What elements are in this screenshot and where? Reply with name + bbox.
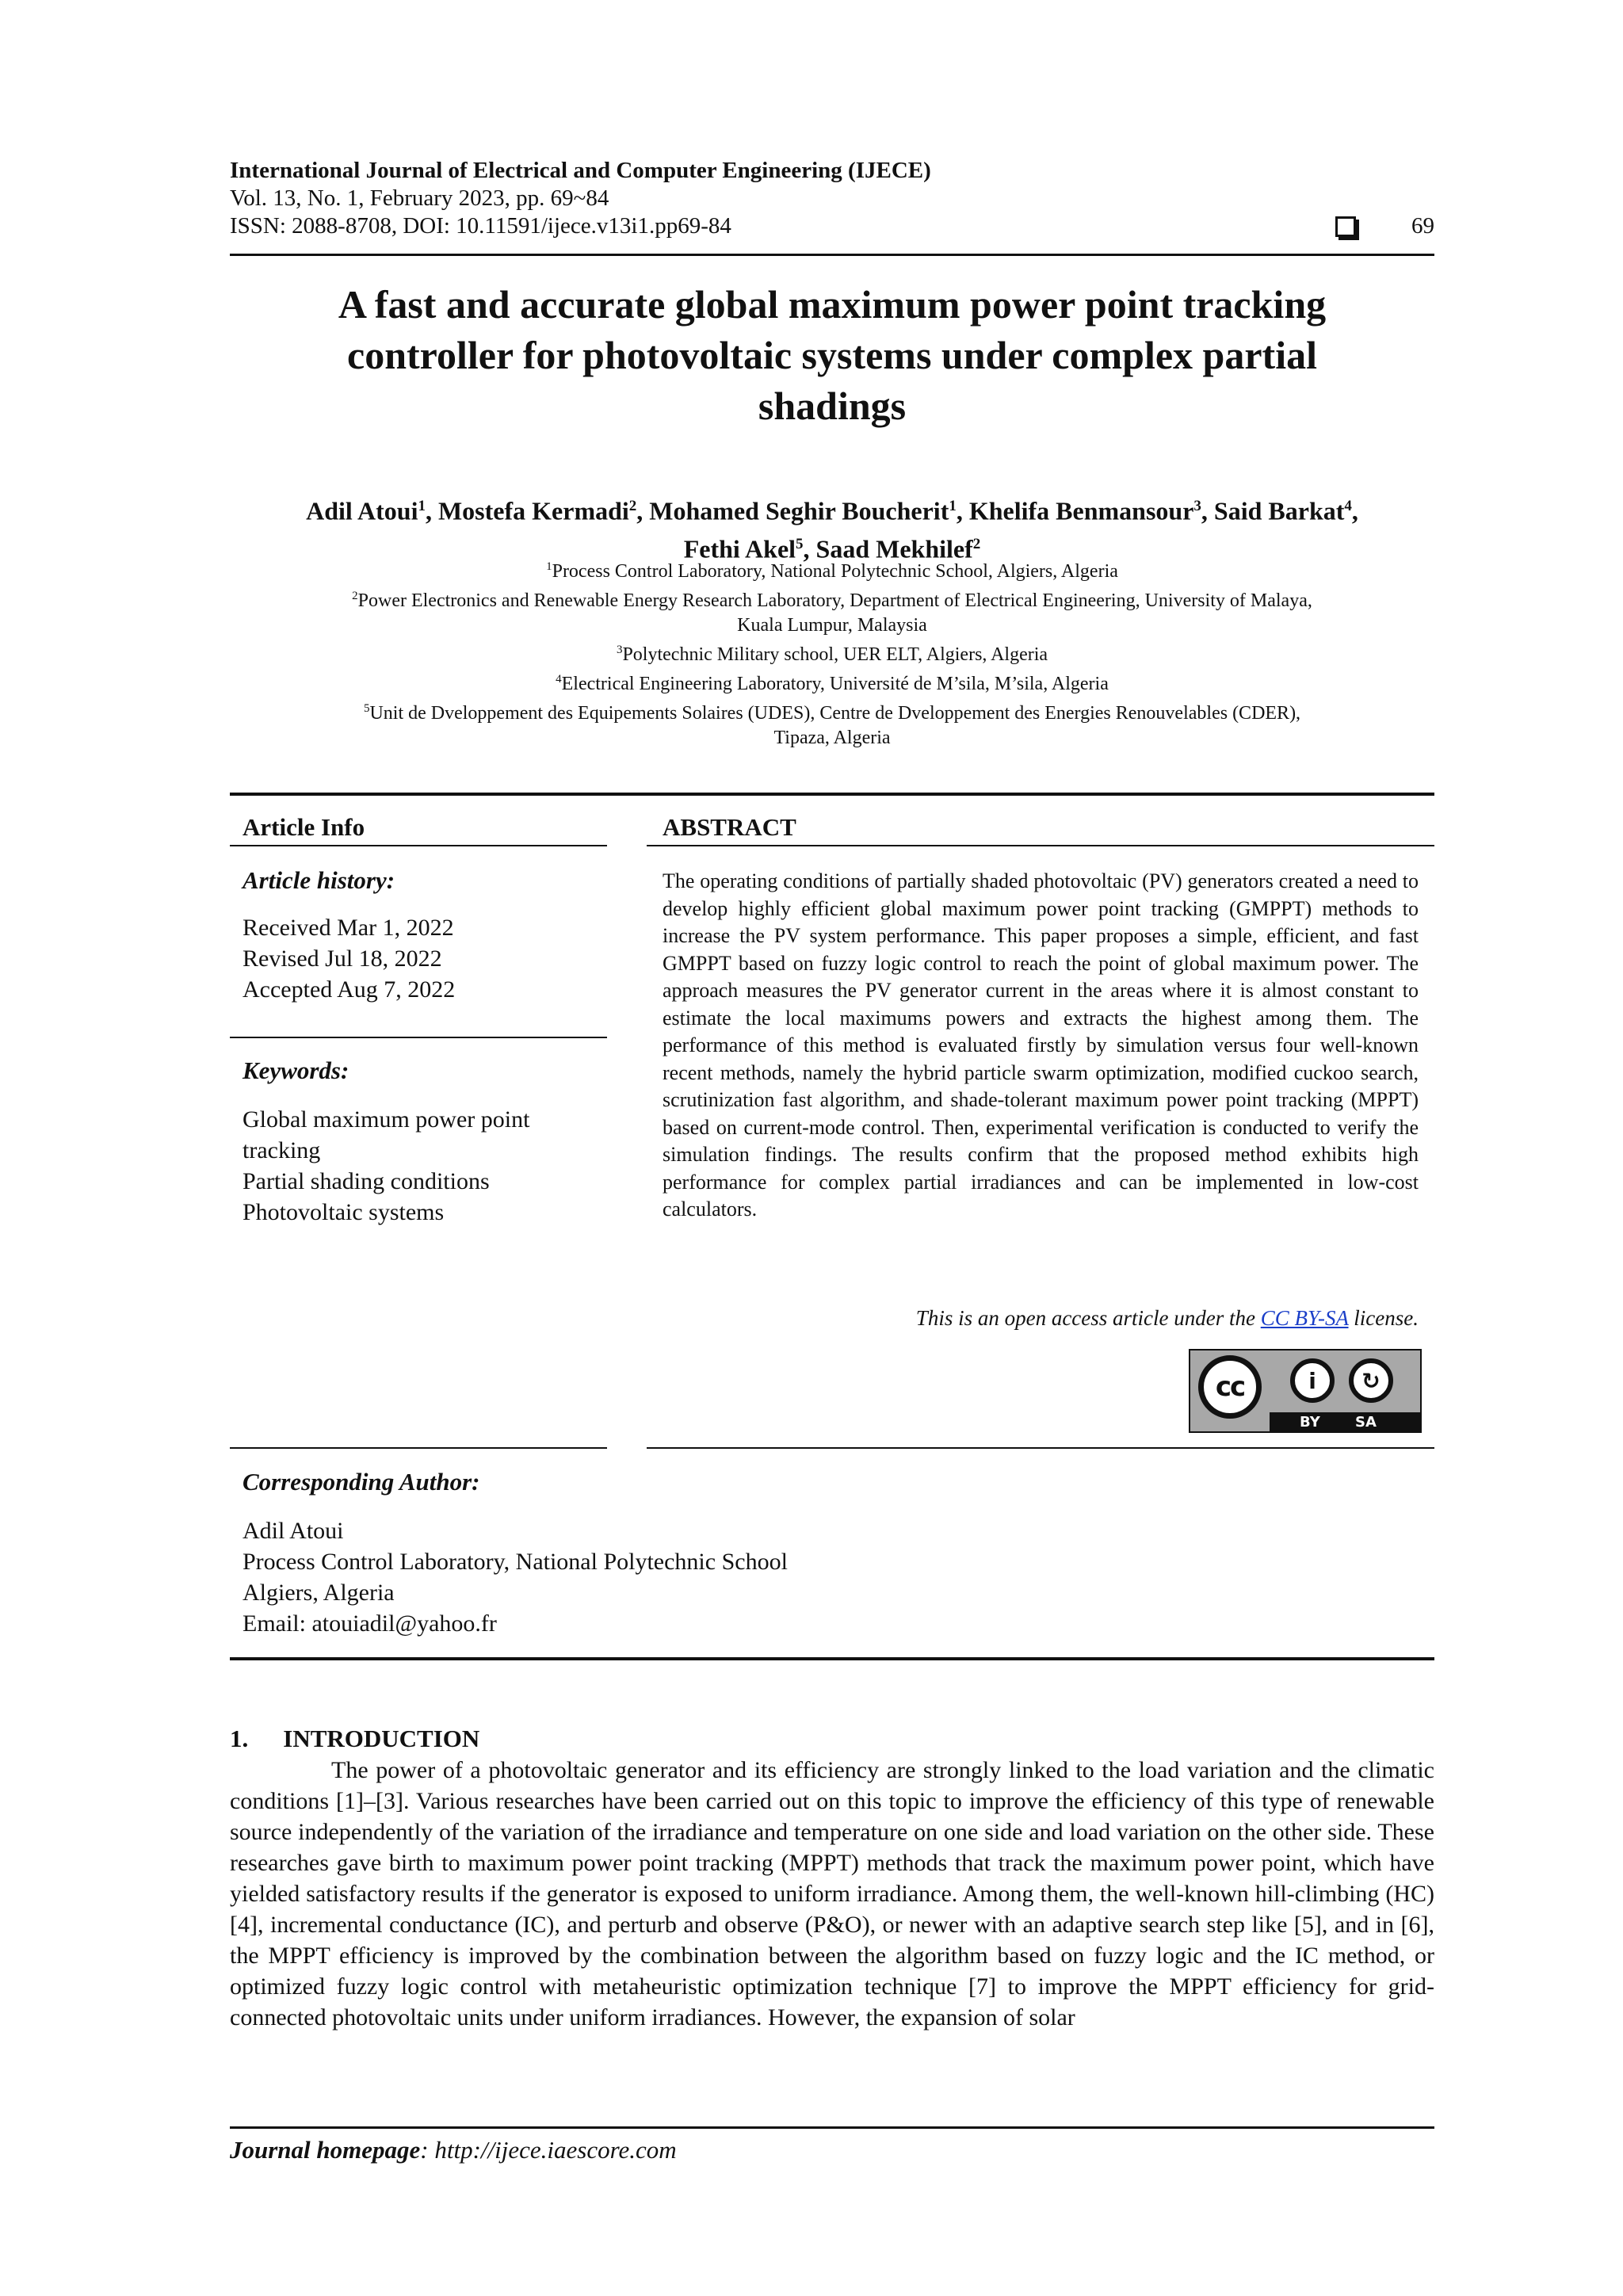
author-name: Saad Mekhilef xyxy=(815,534,973,563)
article-info-rule xyxy=(230,845,607,846)
open-access-note: This is an open access article under the CC BY-SA license. xyxy=(915,1306,1419,1330)
creative-commons-icon: cc xyxy=(1198,1355,1262,1419)
title-line: A fast and accurate global maximum power point tracking xyxy=(338,282,1327,327)
title-line: controller for photovoltaic systems under complex partial xyxy=(347,333,1317,377)
corresponding-author xyxy=(242,1515,788,1639)
received-date: Received Mar 1, 2022 xyxy=(242,915,454,941)
title-line: shadings xyxy=(758,384,907,428)
abstract-rule xyxy=(647,845,1434,846)
license-strip: BY SA xyxy=(1270,1412,1420,1431)
journal-issn: ISSN: 2088-8708, DOI: 10.11591/ijece.v13i1.pp69-84 xyxy=(230,213,731,239)
affiliation: Kuala Lumpur, Malaysia xyxy=(737,615,927,636)
footer-divider xyxy=(230,2126,1434,2129)
author-name: Khelifa Benmansour xyxy=(968,496,1194,525)
keywords-rule xyxy=(230,1037,607,1038)
keyword: tracking xyxy=(242,1137,321,1163)
paper-title xyxy=(230,279,1434,431)
section-heading: 1. INTRODUCTION xyxy=(230,1725,480,1752)
affiliation: $^2$Power Electronics and Renewable Energy Research Laboratory, Department of Electrical Engineering, University of Malaya, xyxy=(352,590,1312,611)
author-name: Said Barkat xyxy=(1213,496,1345,525)
accepted-date: Accepted Aug 7, 2022 xyxy=(242,976,456,1003)
abstract-text: The operating conditions of partially shaded photovoltaic (PV) generators created a need to develop highly efficient global maximum power point tracking (GMPPT) methods to increase the PV system performance. This paper proposes a simple, efficient, and fast GMPPT based on fuzzy logic control to reach the point of global maximum power. The approach measures the PV generator current in the areas where it is almost constant to estimate the local maximums powers and extracts the highest among them. The performance of this method is evaluated firstly by simulation versus four well-known recent methods, namely the hybrid particle swarm optimization, modified cuckoo search, scrutinization fast algorithm, and shade-tolerant maximum power point tracking (MPPT) based on current-mode control. Then, experimental verification is conducted to verify the simulation findings. The results confirm that the proposed method exhibits high performance for complex partial irradiances and can be implemented in low-cost calculators. xyxy=(663,869,1419,1221)
info-box-top-rule xyxy=(230,793,1434,796)
author-name: Mostefa Kermadi xyxy=(437,496,629,525)
keyword-list xyxy=(242,1104,599,1228)
journal-homepage: Journal homepage: http://ijece.iaescore.com xyxy=(230,2136,677,2164)
journal-name: International Journal of Electrical and Computer Engineering (IJECE) xyxy=(230,158,931,183)
corresponding-affiliation: Process Control Laboratory, National Polytechnic School xyxy=(242,1549,788,1575)
abstract-label: ABSTRACT xyxy=(663,813,796,841)
square-bullet-icon xyxy=(1335,216,1356,237)
article-info-label: Article Info xyxy=(242,813,365,841)
corresponding-rule-left xyxy=(230,1447,607,1449)
journal-header xyxy=(230,157,1434,240)
share-alike-icon: ↻ xyxy=(1349,1358,1393,1403)
keyword: Photovoltaic systems xyxy=(242,1199,445,1225)
introduction-text: The power of a photovoltaic generator and its efficiency are strongly linked to the load variation and the climatic conditions [1]–[3]. Various researches have been carried out on this topic to improve the efficiency of this type of renewable source independently of the variation of the irradiance and temperature on one side and load variation on the other side. These researches gave birth to maximum power point tracking (MPPT) methods that track the maximum power point, which have yielded satisfactory results if the generator is exposed to uniform irradiance. Among them, the well-known hill-climbing (HC) [4], incremental conductance (IC), and perturb and observe (P&O), or newer with an adaptive search step like [5], and in [6], the MPPT efficiency is improved by the combination between the algorithm based on fuzzy logic and the IC method, or optimized fuzzy logic control with metaheuristic optimization technique [7] to improve the MPPT efficiency for grid-connected photovoltaic units under uniform irradiances. However, the expansion of solar xyxy=(230,1757,1434,2030)
cc-by-sa-link[interactable]: CC BY-SA xyxy=(1260,1306,1349,1330)
affiliation: Tipaza, Algeria xyxy=(773,728,891,748)
corresponding-name: Adil Atoui xyxy=(242,1518,344,1544)
page-number: 69 xyxy=(1411,213,1434,239)
affiliation: $^1$Process Control Laboratory, National Polytechnic School, Algiers, Algeria xyxy=(546,560,1118,582)
affiliation-list xyxy=(230,555,1434,751)
homepage-url[interactable]: : http://ijece.iaescore.com xyxy=(420,2136,677,2164)
author-name: Fethi Akel xyxy=(683,534,796,563)
issn-row xyxy=(230,212,1434,240)
affiliation: $^4$Electrical Engineering Laboratory, Université de M’sila, M’sila, Algeria xyxy=(556,673,1109,694)
corresponding-email: Email: atouiadil@yahoo.fr xyxy=(242,1610,497,1637)
author-name: Mohamed Seghir Boucherit xyxy=(649,496,949,525)
article-history-label: Article history: xyxy=(242,866,395,894)
revised-date: Revised Jul 18, 2022 xyxy=(242,946,442,972)
corresponding-location: Algiers, Algeria xyxy=(242,1580,395,1606)
article-history xyxy=(242,912,455,1005)
affiliation: $^3$Polytechnic Military school, UER ELT, Algiers, Algeria xyxy=(616,644,1048,665)
affiliation: $^5$Unit de Dveloppement des Equipements Solaires (UDES), Centre de Dveloppement des Energies Renouvelables (CDER), xyxy=(363,702,1301,724)
keywords-label: Keywords: xyxy=(242,1056,349,1084)
info-box-bottom-rule xyxy=(230,1657,1434,1660)
corresponding-author-label: Corresponding Author: xyxy=(242,1468,480,1496)
keyword: Global maximum power point xyxy=(242,1106,530,1133)
attribution-person-icon: i xyxy=(1290,1358,1335,1403)
corresponding-rule-right xyxy=(647,1447,1434,1449)
header-divider xyxy=(230,254,1434,256)
cc-by-sa-badge[interactable] xyxy=(1189,1349,1422,1433)
author-name: Adil Atoui xyxy=(306,496,418,525)
journal-volume: Vol. 13, No. 1, February 2023, pp. 69~84 xyxy=(230,185,609,211)
keyword: Partial shading conditions xyxy=(242,1168,490,1194)
author-list: Adil Atoui$^1$, Mostefa Kermadi$^2$, Mohamed Seghir Boucherit$^1$, Khelifa Benmansour$^3$, Said Barkat$^4$, Fethi Akel$^5$, Saad Mekhilef$^2$ xyxy=(306,496,1358,563)
